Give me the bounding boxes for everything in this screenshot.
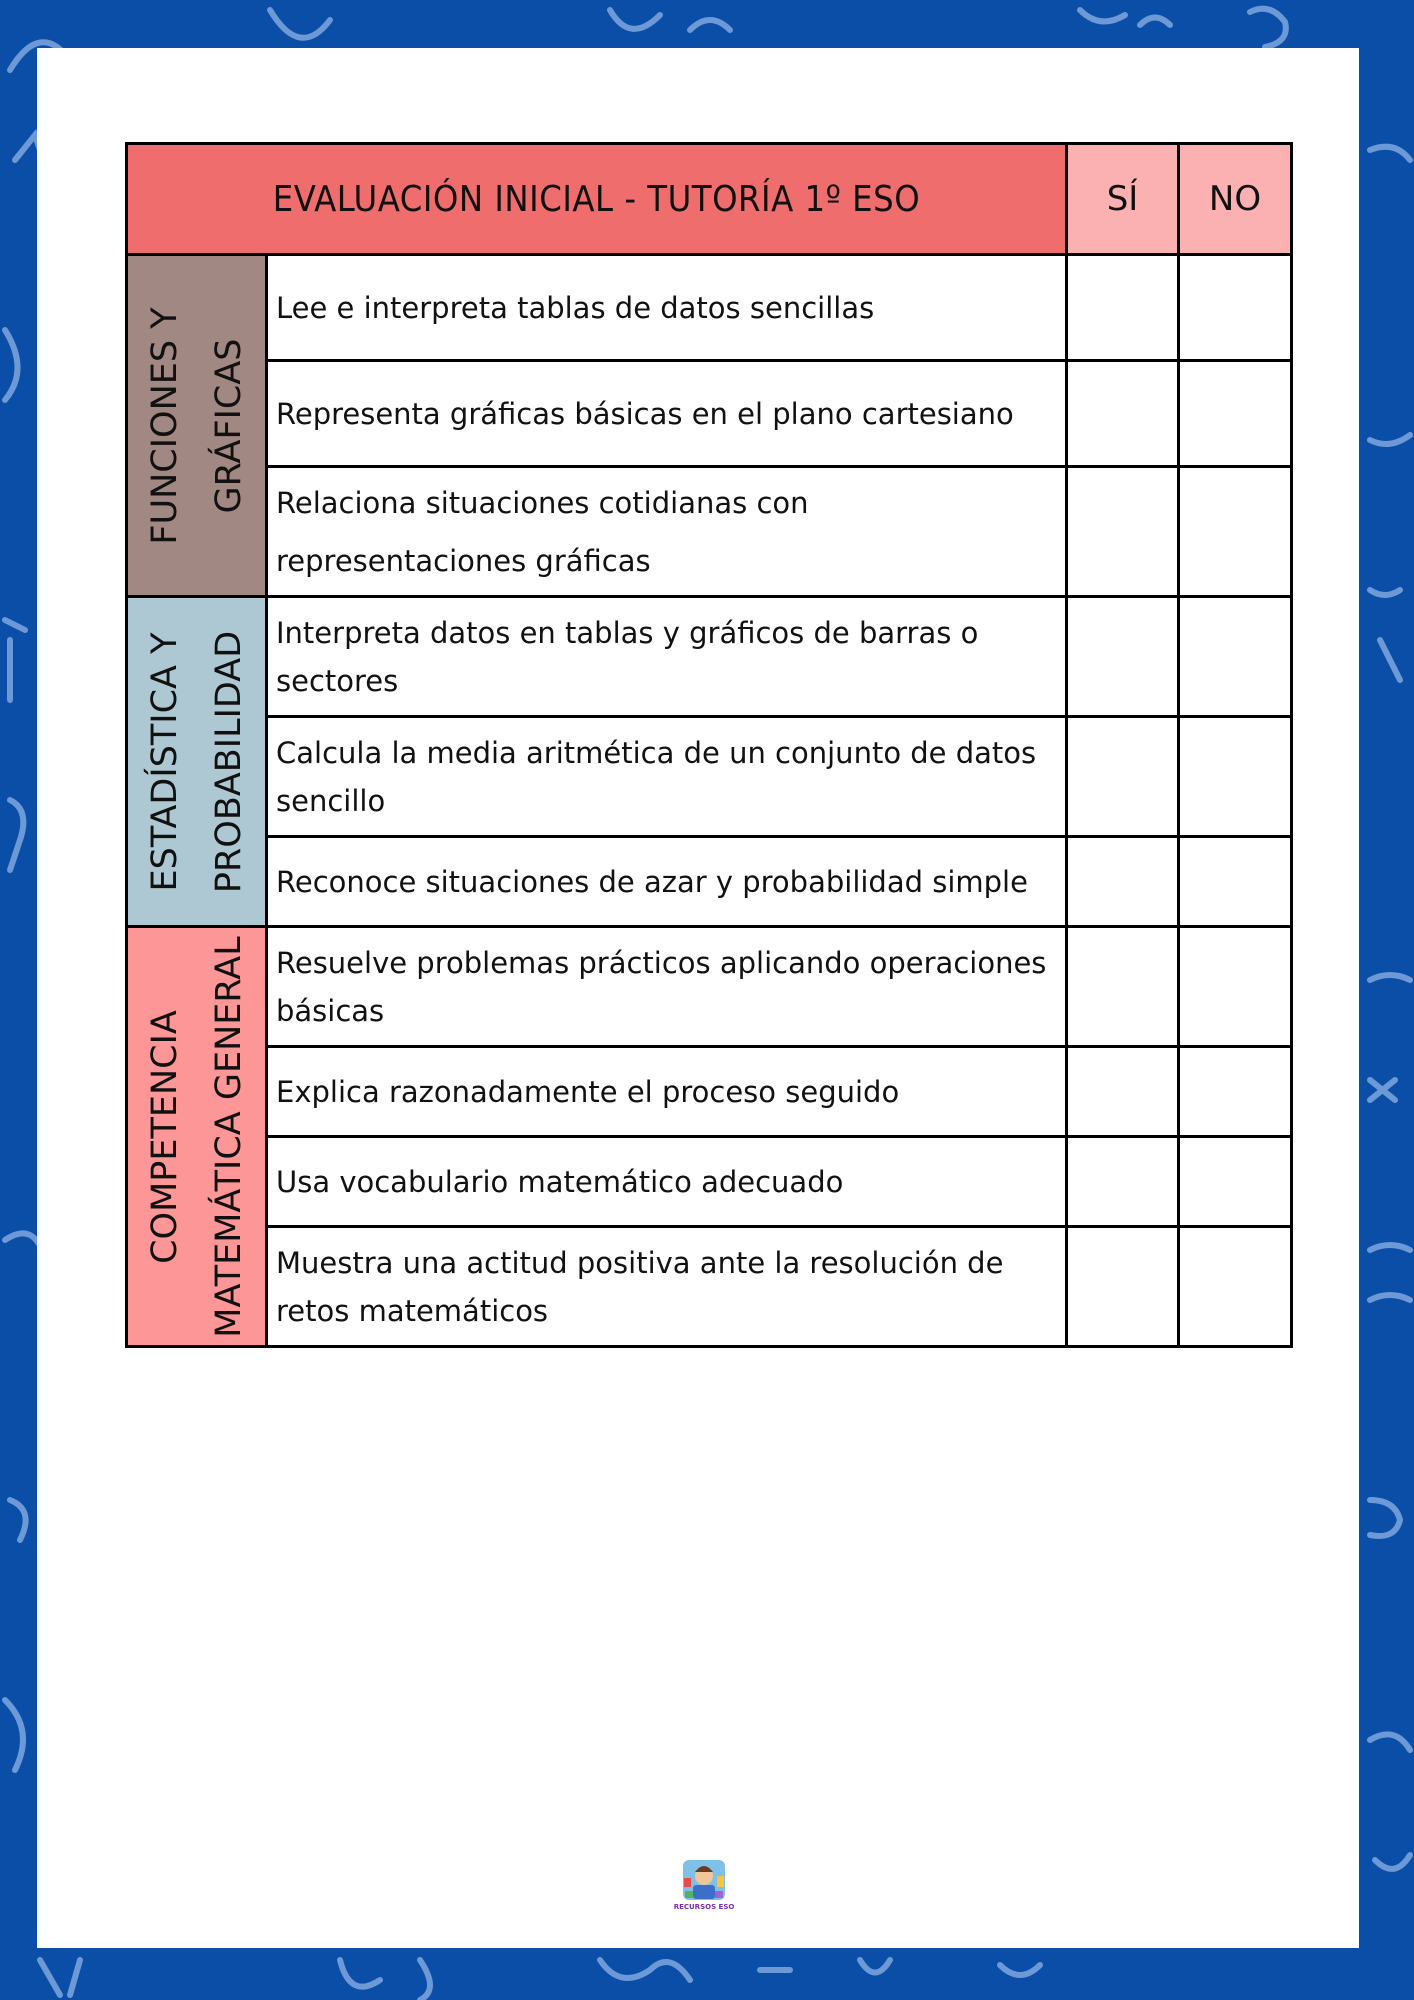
no-checkbox-cell[interactable]: [1179, 1137, 1292, 1227]
criterion-text: Usa vocabulario matemático adecuado: [267, 1137, 1067, 1227]
no-checkbox-cell[interactable]: [1179, 717, 1292, 837]
yes-checkbox-cell[interactable]: [1067, 255, 1179, 361]
criterion-text: Muestra una actitud positiva ante la resolución de retos matemáticos: [267, 1227, 1067, 1347]
table-row: [127, 467, 1292, 597]
no-checkbox-cell[interactable]: [1179, 837, 1292, 927]
no-checkbox-cell[interactable]: [1179, 597, 1292, 717]
yes-checkbox-cell[interactable]: [1067, 837, 1179, 927]
category-estadistica-probabilidad: [127, 597, 267, 927]
yes-checkbox-cell[interactable]: [1067, 717, 1179, 837]
table-row: [127, 1227, 1292, 1347]
criterion-text: Reconoce situaciones de azar y probabilidad simple: [267, 837, 1067, 927]
yes-checkbox-cell[interactable]: [1067, 597, 1179, 717]
table-row: [127, 597, 1292, 717]
table-row: [127, 255, 1292, 361]
table-title: EVALUACIÓN INICIAL - TUTORÍA 1º ESO: [127, 144, 1067, 255]
no-checkbox-cell[interactable]: [1179, 1227, 1292, 1347]
yes-checkbox-cell[interactable]: [1067, 1137, 1179, 1227]
criterion-text: Lee e interpreta tablas de datos sencillas: [267, 255, 1067, 361]
table-row: [127, 1137, 1292, 1227]
criterion-text: Calcula la media aritmética de un conjunto de datos sencillo: [267, 717, 1067, 837]
category-label: FUNCIONES Y GRÁFICAS: [144, 306, 249, 545]
category-label: COMPETENCIA MATEMÁTICA GENERAL: [144, 935, 249, 1338]
yes-checkbox-cell[interactable]: [1067, 467, 1179, 597]
table-row: [127, 927, 1292, 1047]
category-label: ESTADÍSTICA Y PROBABILIDAD: [144, 630, 249, 893]
table-row: [127, 361, 1292, 467]
no-checkbox-cell[interactable]: [1179, 361, 1292, 467]
recursos-eso-logo-icon: [673, 1858, 735, 1920]
category-competencia-matematica: [127, 927, 267, 1347]
table-row: [127, 1047, 1292, 1137]
criterion-text: Interpreta datos en tablas y gráficos de barras o sectores: [267, 597, 1067, 717]
header-row: [127, 144, 1292, 255]
yes-checkbox-cell[interactable]: [1067, 927, 1179, 1047]
no-checkbox-cell[interactable]: [1179, 255, 1292, 361]
worksheet-page: [37, 48, 1359, 1948]
no-column-header: NO: [1179, 144, 1292, 255]
criterion-text: Resuelve problemas prácticos aplicando operaciones básicas: [267, 927, 1067, 1047]
logo-text: RECURSOS ESO: [673, 1903, 735, 1911]
category-funciones-graficas: [127, 255, 267, 597]
yes-checkbox-cell[interactable]: [1067, 1227, 1179, 1347]
criterion-text: Representa gráficas básicas en el plano cartesiano: [267, 361, 1067, 467]
no-checkbox-cell[interactable]: [1179, 467, 1292, 597]
criterion-text: Relaciona situaciones cotidianas con representaciones gráficas: [267, 467, 1067, 597]
yes-checkbox-cell[interactable]: [1067, 361, 1179, 467]
evaluation-table: [125, 142, 1293, 1348]
table-row: [127, 717, 1292, 837]
no-checkbox-cell[interactable]: [1179, 1047, 1292, 1137]
criterion-text: Explica razonadamente el proceso seguido: [267, 1047, 1067, 1137]
no-checkbox-cell[interactable]: [1179, 927, 1292, 1047]
yes-column-header: SÍ: [1067, 144, 1179, 255]
yes-checkbox-cell[interactable]: [1067, 1047, 1179, 1137]
table-row: [127, 837, 1292, 927]
